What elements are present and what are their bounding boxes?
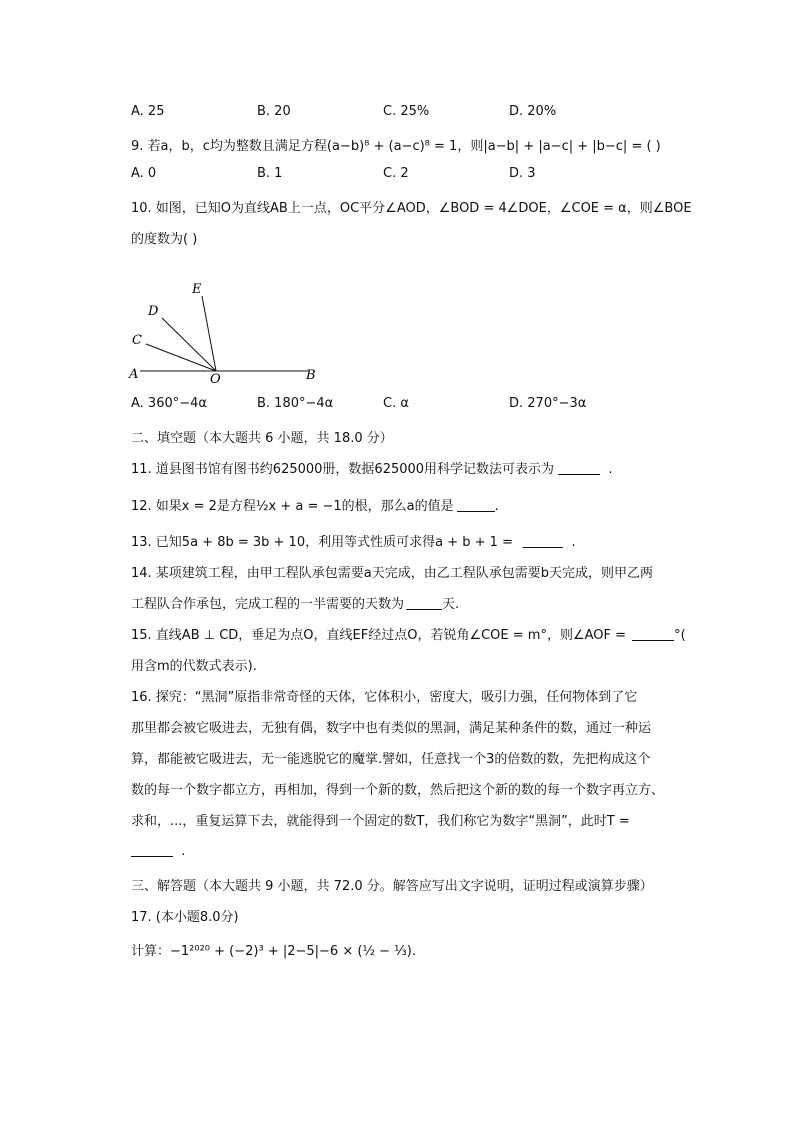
q8-option-a: A. 25	[131, 104, 165, 119]
q15-end: °(	[674, 628, 686, 643]
label-e: E	[192, 282, 202, 297]
q10-option-a: A. 360°−4α	[131, 396, 207, 411]
q15-question-line1	[131, 624, 686, 643]
q14-end: 天.	[442, 597, 460, 612]
q11-answer-blank[interactable]	[558, 462, 600, 475]
q17-header: 17. (本小题8.0分)	[131, 910, 239, 925]
q9-question: 9. 若a，b，c均为整数且满足方程(a−b)⁸ + (a−c)⁸ = 1，则|a−b| + |a−c| + |b−c| = ( )	[131, 139, 661, 154]
q11-question	[131, 458, 612, 477]
q8-option-b: B. 20	[257, 104, 291, 119]
q16-question-line5: 求和，...，重复运算下去，就能得到一个固定的数T，我们称它为数字“黑洞”，此时T =	[131, 814, 630, 829]
section-solutions-title: 三、解答题（本大题共 9 小题，共 72.0 分。解答应写出文字说明，证明过程或演算步骤）	[131, 879, 653, 894]
q13-answer-blank[interactable]	[523, 535, 563, 548]
q16-answer-line	[131, 844, 185, 859]
label-c: C	[132, 333, 142, 348]
q14-question-line2	[131, 593, 459, 612]
q13-end: .	[571, 535, 576, 550]
q17-expression: 计算：−1²⁰²⁰ + (−2)³ + |2−5|−6 × (½ − ⅓).	[131, 944, 416, 959]
q16-question-line4: 数的每一个数字都立方，再相加，得到一个新的数，然后把这个新的数的每一个数字再立方、	[131, 783, 665, 798]
label-a: A	[129, 367, 139, 382]
q12-text: 12. 如果x = 2是方程½x + a = −1的根，那么a的值是	[131, 499, 454, 514]
ray-oc	[146, 344, 216, 371]
q9-option-d: D. 3	[509, 166, 536, 181]
q15-answer-blank[interactable]	[632, 628, 674, 641]
q9-option-b: B. 1	[257, 166, 283, 181]
q12-question	[131, 495, 499, 514]
q16-question-line1: 16. 探究：“黑洞”原指非常奇怪的天体，它体积小，密度大，吸引力强，任何物体到了它	[131, 690, 638, 705]
q10-question-line2: 的度数为( )	[131, 232, 198, 247]
q15-text: 15. 直线AB ⊥ CD，垂足为点O，直线EF经过点O，若锐角∠COE = m°，则∠AOF =	[131, 628, 631, 643]
q8-option-c: C. 25%	[383, 104, 430, 119]
q14-text: 工程队合作承包，完成工程的一半需要的天数为	[131, 597, 405, 612]
q9-option-a: A. 0	[131, 166, 157, 181]
q13-question	[131, 531, 575, 550]
section-fill-in-title: 二、填空题（本大题共 6 小题，共 18.0 分）	[131, 431, 393, 446]
q16-question-line2: 那里都会被它吸进去，无独有偶，数字中也有类似的黑洞，满足某种条件的数，通过一种运	[131, 721, 652, 736]
angle-figure	[126, 276, 326, 391]
label-o: O	[210, 372, 221, 387]
q8-option-d: D. 20%	[509, 104, 557, 119]
q10-option-b: B. 180°−4α	[257, 396, 334, 411]
q16-end: .	[181, 844, 186, 859]
q15-question-line2: 用含m的代数式表示).	[131, 659, 257, 674]
q11-text: 11. 道县图书馆有图书约625000册，数据625000用科学记数法可表示为	[131, 462, 555, 477]
label-d: D	[148, 304, 159, 319]
q12-answer-blank[interactable]	[457, 499, 495, 512]
q14-question-line1: 14. 某项建筑工程，由甲工程队承包需要a天完成，由乙工程队承包需要b天完成，则甲乙两	[131, 566, 654, 581]
q10-option-d: D. 270°−3α	[509, 396, 587, 411]
q16-answer-blank[interactable]	[131, 844, 173, 857]
label-b: B	[306, 368, 316, 383]
q9-option-c: C. 2	[383, 166, 409, 181]
q10-option-c: C. α	[383, 396, 409, 411]
q14-answer-blank[interactable]	[406, 597, 442, 610]
q12-end: .	[494, 499, 499, 514]
q16-question-line3: 算，都能被它吸进去，无一能逃脱它的魔掌.譬如，任意找一个3的倍数的数，先把构成这个	[131, 752, 651, 767]
q11-end: .	[608, 462, 613, 477]
q13-text: 13. 已知5a + 8b = 3b + 10，利用等式性质可求得a + b + 1 =	[131, 535, 518, 550]
q10-question-line1: 10. 如图，已知O为直线AB上一点，OC平分∠AOD，∠BOD = 4∠DOE，∠COE = α，则∠BOE	[131, 201, 692, 216]
